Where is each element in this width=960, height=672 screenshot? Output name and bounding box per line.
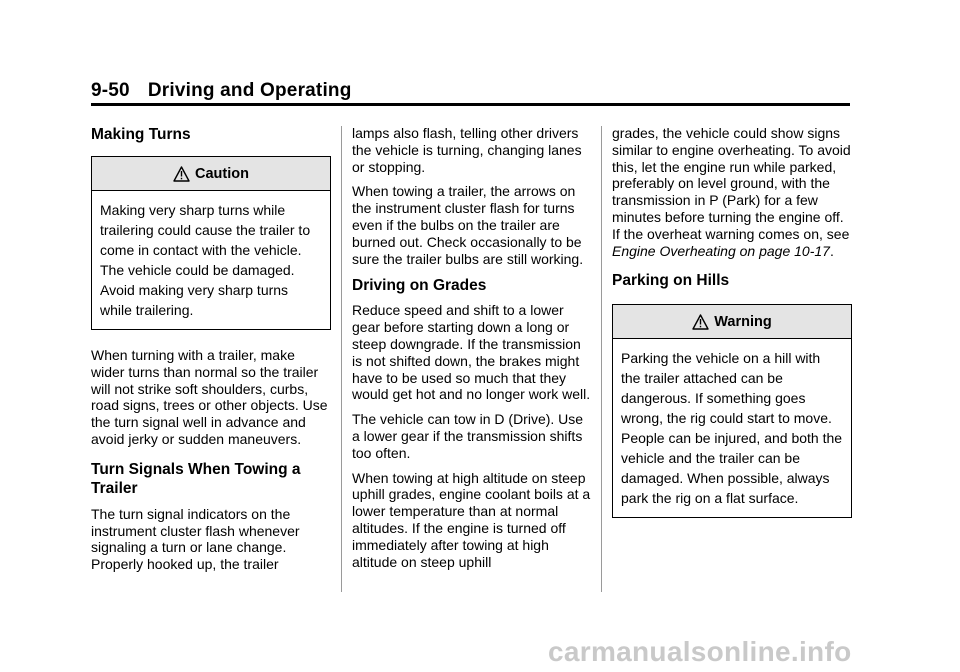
overheat-period: .: [829, 242, 834, 259]
warning-header: [613, 305, 851, 339]
heading-parking-hills: Parking on Hills: [612, 272, 730, 290]
grades-paragraph-2: The vehicle can tow in D (Drive). Use a lower gear if the transmission shifts too often.: [352, 411, 584, 461]
heading-making-turns: Making Turns: [91, 126, 191, 143]
caution-header: [92, 157, 330, 191]
grades-paragraph-3: When towing at high altitude on steep uphill grades, engine coolant boils at a lower temperature than at normal altitudes. If the engine is turned off immediately after towing at high altitude on steep uphill: [352, 469, 591, 570]
warning-triangle-icon: [692, 314, 709, 330]
page-number: 9-50: [91, 80, 130, 101]
signals-arrows-paragraph: When towing a trailer, the arrows on the instrument cluster flash for turns even if the bulbs on the trailer are burned out. Check occasionally to be sure the trailer bulbs are still working.: [352, 183, 584, 267]
turns-paragraph: When turning with a trailer, make wider turns than normal so the trailer will not strike soft shoulders, curbs, road signs, trees or other objects. Use the turn signal well in advance and avoid jerky or sudden maneuvers.: [91, 347, 328, 447]
column-divider: [341, 126, 342, 592]
grades-continued-text: grades, the vehicle could show signs similar to engine overheating. To avoid this, let the engine run while parked, preferably on level ground, with the transmission in P (Park) for a few minutes before turning the engine off. If the overheat warning comes on, see: [612, 125, 851, 242]
warning-box: [612, 304, 852, 518]
column-3: [612, 125, 852, 518]
column-1: [91, 125, 331, 573]
header-rule: [91, 103, 850, 106]
warning-title: Warning: [714, 313, 772, 330]
signals-paragraph: The turn signal indicators on the instrument cluster flash whenever signaling a turn or lane change. Properly hooked up, the trailer: [91, 505, 300, 573]
section-title: Driving and Operating: [147, 80, 352, 101]
signals-continued: lamps also flash, telling other drivers the vehicle is turning, changing lanes or stopping.: [352, 125, 582, 175]
page-header: [91, 80, 352, 102]
warning-text: Parking the vehicle on a hill with the trailer attached can be dangerous. If something goes wrong, the rig could start to move. People can be injured, and both the vehicle and the trailer can be damaged. When possible, always park the rig on a flat surface.: [621, 350, 843, 507]
caution-text: Making very sharp turns while trailering could cause the trailer to come in contact with the vehicle. The vehicle could be damaged. Avoid making very sharp turns while trailering.: [100, 202, 311, 318]
heading-turn-signals: Turn Signals When Towing a Trailer: [91, 460, 301, 497]
grades-paragraph-1: Reduce speed and shift to a lower gear before starting down a long or steep downgrade. If the transmission is not shifted down, the brakes might have to be used so much that they would get hot and no longer work well.: [352, 302, 591, 403]
caution-box: [91, 156, 331, 330]
column-2: [352, 125, 592, 570]
caution-triangle-icon: [173, 166, 190, 182]
grades-continued: [612, 125, 852, 259]
column-divider: [601, 126, 602, 592]
overheat-reference-link[interactable]: Engine Overheating on page 10-17: [612, 242, 830, 259]
caution-title: Caution: [195, 165, 249, 182]
heading-driving-grades: Driving on Grades: [352, 277, 487, 295]
watermark: carmanualsonline.info: [548, 636, 852, 667]
